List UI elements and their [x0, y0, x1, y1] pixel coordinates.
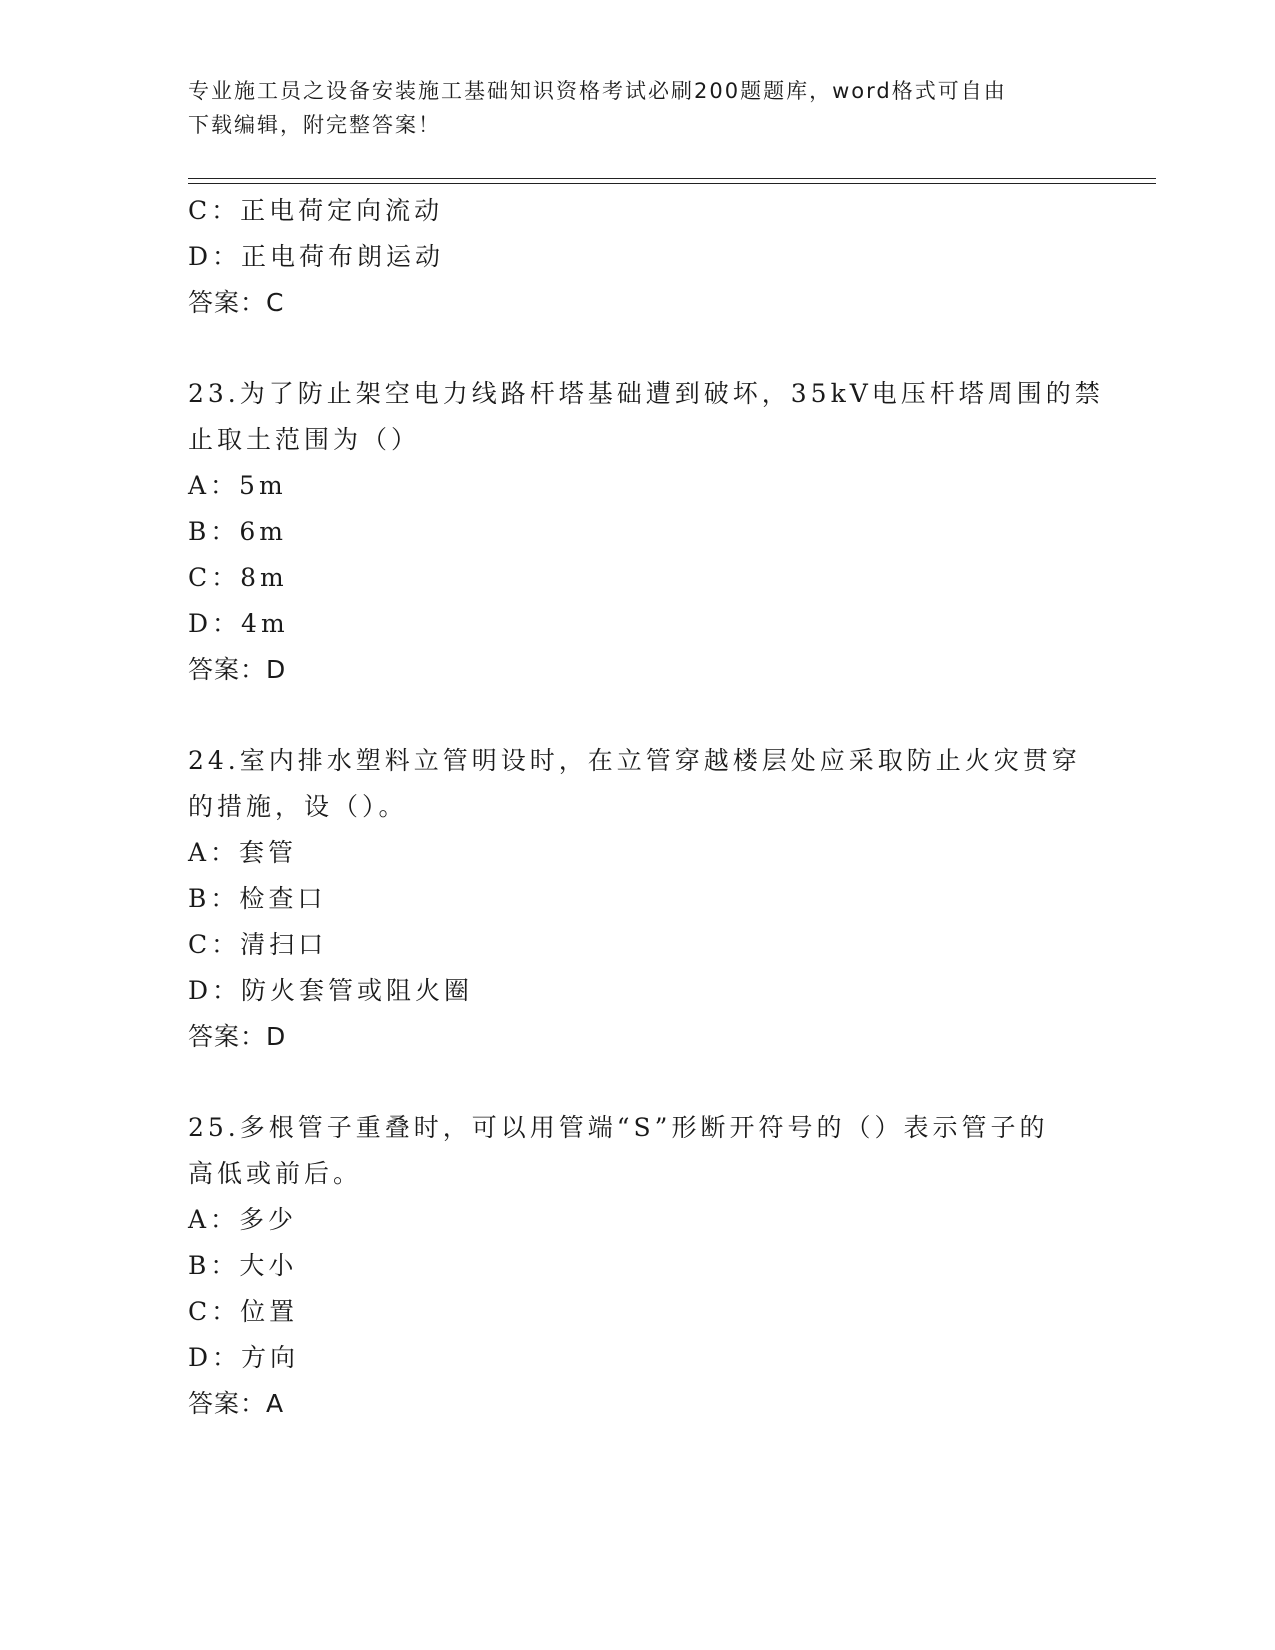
option-c: C：8m [188, 563, 288, 592]
header-divider-top [188, 178, 1156, 179]
header-divider-bottom [188, 183, 1156, 184]
previous-question-tail [188, 188, 1088, 326]
option-d: D：防火套管或阻火圈 [188, 976, 474, 1005]
question-text-continued: 高低或前后。 [188, 1159, 363, 1188]
answer-line: 答案：D [188, 1022, 287, 1051]
option-a: A：多少 [188, 1205, 298, 1234]
question-text: 23.为了防止架空电力线路杆塔基础遭到破坏，35kV电压杆塔周围的禁 [188, 379, 1104, 408]
option-d: D：正电荷布朗运动 [188, 242, 445, 271]
option-d: D：方向 [188, 1343, 300, 1372]
answer-line: 答案：A [188, 1389, 285, 1418]
option-c: C：正电荷定向流动 [188, 196, 444, 225]
option-b: B：大小 [188, 1251, 298, 1280]
option-b: B：6m [188, 517, 287, 546]
question-23 [188, 371, 1104, 693]
option-c: C：位置 [188, 1297, 299, 1326]
header-line-1: 专业施工员之设备安装施工基础知识资格考试必刷200题题库，word格式可自由 [188, 79, 1007, 103]
answer-line: 答案：C [188, 288, 285, 317]
question-list [188, 188, 1104, 1427]
question-text: 24.室内排水塑料立管明设时，在立管穿越楼层处应采取防止火灾贯穿 [188, 746, 1081, 775]
question-text-continued: 的措施，设（）。 [188, 792, 408, 821]
document-header [188, 74, 1068, 142]
option-b: B：检查口 [188, 884, 327, 913]
question-25 [188, 1105, 1088, 1427]
option-c: C：清扫口 [188, 930, 328, 959]
option-a: A：套管 [188, 838, 298, 867]
option-d: D：4m [188, 609, 289, 638]
question-text: 25.多根管子重叠时，可以用管端“S”形断开符号的（）表示管子的 [188, 1113, 1049, 1142]
option-a: A：5m [188, 471, 287, 500]
answer-line: 答案：D [188, 655, 287, 684]
question-text-continued: 止取土范围为（） [188, 425, 421, 454]
question-24 [188, 738, 1088, 1060]
header-line-2: 下载编辑，附完整答案！ [188, 113, 441, 137]
